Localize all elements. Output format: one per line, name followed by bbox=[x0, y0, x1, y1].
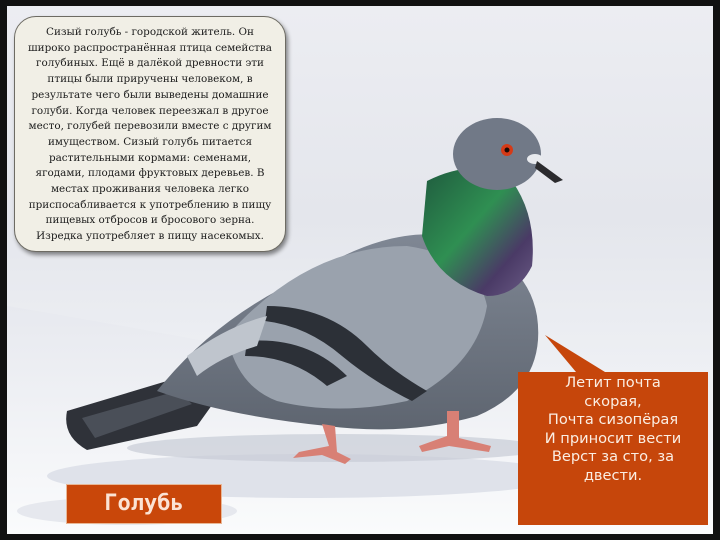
slide-title bbox=[66, 484, 222, 524]
poem-line: Почта сизопёрая bbox=[547, 411, 679, 429]
poem-callout bbox=[518, 372, 708, 525]
poem-line: скорая, bbox=[584, 392, 642, 410]
info-text: Сизый голубь - городской житель. Он широко распространённая птица семейства голубиных. Ещё в далёкой древности эти птицы были приручены человеком, в результате чего были выведены домашние голуби. Когда человек переезжал в другое место, голубей перевозили вместе с другим имуществом. Сизый голубь питается растительными кормами: семенами, ягодами, плодами фруктовых деревьев. В местах проживания человека легко приспосабливается к употреблению в пищу пищевых отбросов и бросового зерна. Изредка употребляет в пищу насекомых. bbox=[28, 26, 272, 243]
title-text: Голубь bbox=[104, 491, 184, 516]
info-text-box bbox=[14, 16, 286, 252]
poem-line: Верст за сто, за bbox=[551, 448, 675, 466]
poem-line: Летит почта bbox=[565, 374, 661, 391]
poem-line: И приносит вести bbox=[544, 429, 682, 447]
poem-line: двести. bbox=[583, 466, 643, 484]
